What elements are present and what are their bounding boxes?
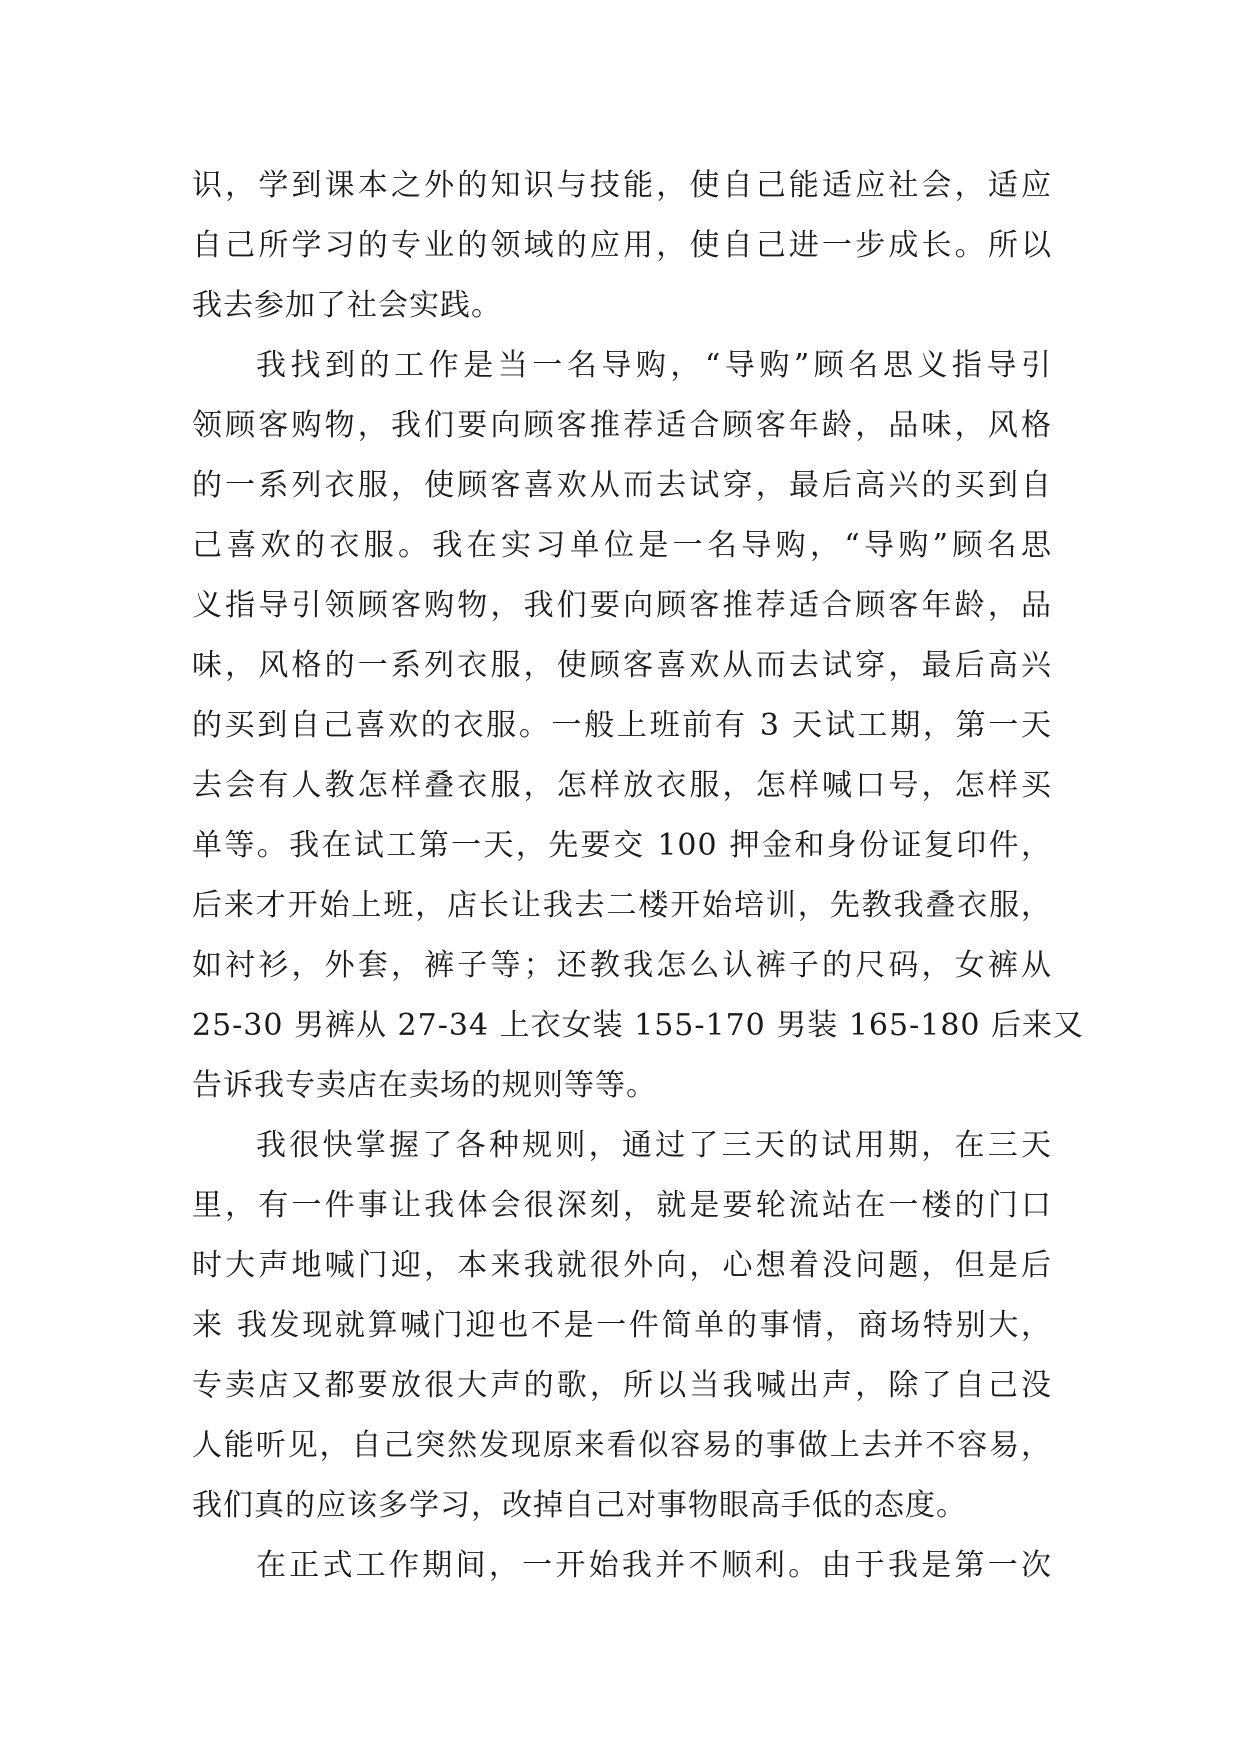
text-line: 单等。我在试工第一天，先要交 100 押金和身份证复印件， <box>192 828 1052 863</box>
text-line: 己喜欢的衣服。我在实习单位是一名导购，“导购”顾名思 <box>192 528 1052 563</box>
text-line: 专卖店又都要放很大声的歌，所以当我喊出声，除了自己没 <box>192 1368 1052 1403</box>
text-line: 味，风格的一系列衣服，使顾客喜欢从而去试穿，最后高兴 <box>192 648 1052 683</box>
text-line: 我很快掌握了各种规则，通过了三天的试用期，在三天 <box>256 1128 1052 1163</box>
document-body <box>192 156 1085 1596</box>
paragraph <box>192 1536 1052 1596</box>
text-line: 告诉我专卖店在卖场的规则等等。 <box>192 1068 657 1103</box>
text-line: 识，学到课本之外的知识与技能，使自己能适应社会，适应 <box>192 168 1052 203</box>
text-line: 我找到的工作是当一名导购，“导购”顾名思义指导引 <box>256 348 1052 383</box>
text-line: 自己所学习的专业的领域的应用，使自己进一步成长。所以 <box>192 228 1052 263</box>
text-line: 如衬衫，外套，裤子等；还教我怎么认裤子的尺码，女裤从 <box>192 948 1052 983</box>
text-line: 的买到自己喜欢的衣服。一般上班前有 3 天试工期，第一天 <box>192 708 1052 743</box>
text-line: 领顾客购物，我们要向顾客推荐适合顾客年龄，品味，风格 <box>192 408 1052 443</box>
text-line: 来 我发现就算喊门迎也不是一件简单的事情，商场特别大， <box>192 1308 1052 1343</box>
text-line: 后来才开始上班，店长让我去二楼开始培训，先教我叠衣服， <box>192 888 1052 923</box>
text-line: 我去参加了社会实践。 <box>192 288 502 323</box>
text-line: 义指导引领顾客购物，我们要向顾客推荐适合顾客年龄，品 <box>192 588 1052 623</box>
paragraph <box>192 156 1052 336</box>
text-line: 去会有人教怎样叠衣服，怎样放衣服，怎样喊口号，怎样买 <box>192 768 1052 803</box>
text-line: 我们真的应该多学习，改掉自己对事物眼高手低的态度。 <box>192 1488 967 1523</box>
text-line: 的一系列衣服，使顾客喜欢从而去试穿，最后高兴的买到自 <box>192 468 1052 503</box>
paragraph <box>192 1116 1052 1536</box>
text-line: 人能听见，自己突然发现原来看似容易的事做上去并不容易， <box>192 1428 1052 1463</box>
text-line: 25-30 男裤从 27-34 上衣女装 155-170 男装 165-180 后来又 <box>192 1008 1085 1043</box>
paragraph <box>192 336 1085 1116</box>
text-line: 时大声地喊门迎，本来我就很外向，心想着没问题，但是后 <box>192 1248 1052 1283</box>
text-line: 在正式工作期间，一开始我并不顺利。由于我是第一次 <box>256 1548 1052 1583</box>
text-line: 里，有一件事让我体会很深刻，就是要轮流站在一楼的门口 <box>192 1188 1052 1223</box>
